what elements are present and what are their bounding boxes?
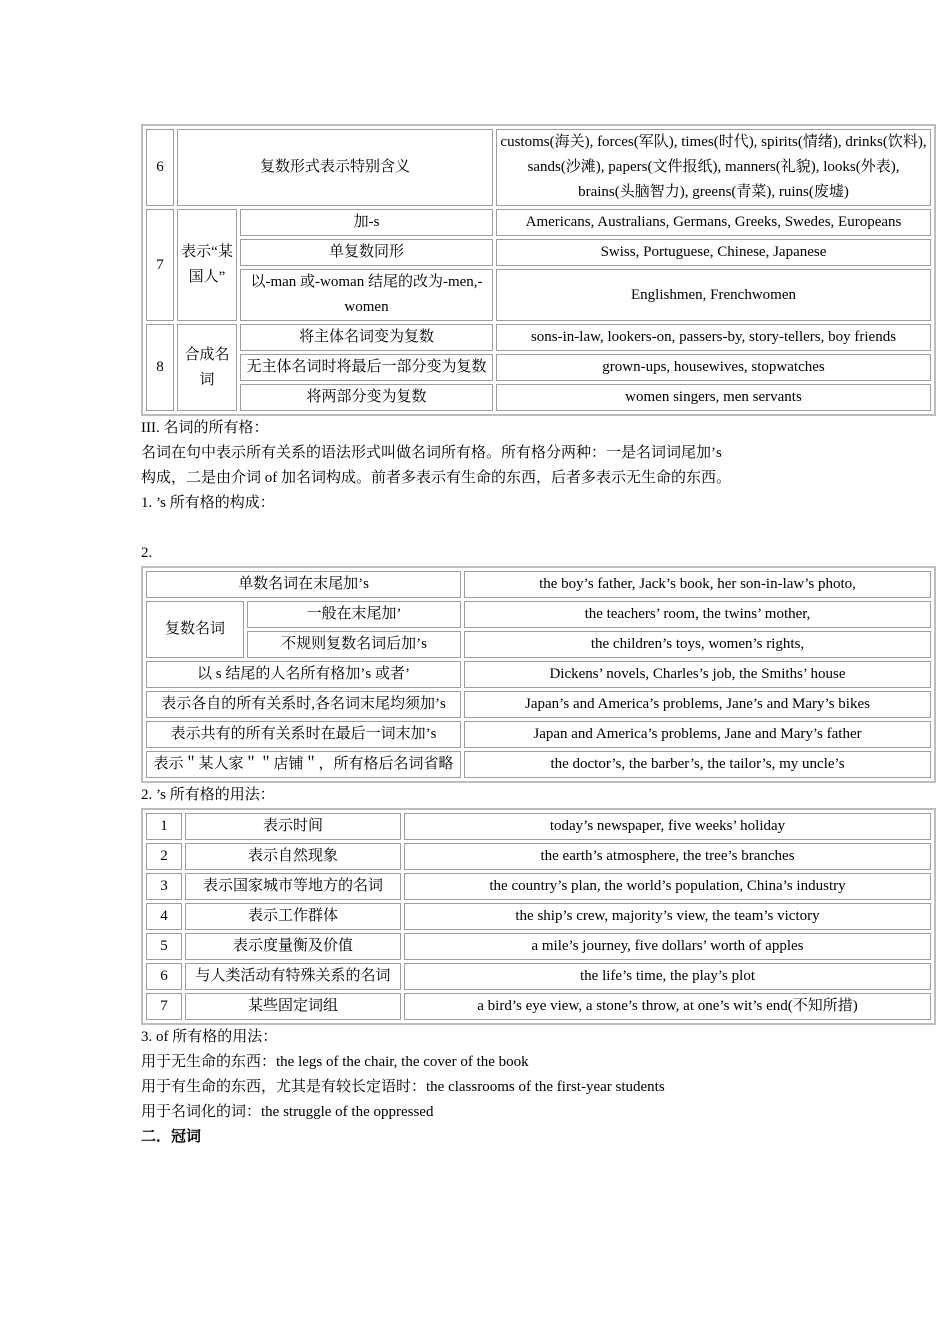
usage-cell: 与人类活动有特殊关系的名词 (185, 963, 401, 990)
example-cell: the boy’s father, Jack’s book, her son-in-law’s photo, (464, 571, 931, 598)
table-row (146, 129, 931, 206)
example-cell: the country’s plan, the world’s population, China’s industry (404, 873, 931, 900)
examples-cell: Americans, Australians, Germans, Greeks, Swedes, Europeans (496, 209, 931, 236)
plural-forms-table (141, 124, 936, 416)
example-cell: the children’s toys, women’s rights, (464, 631, 931, 658)
chapter-heading: 二．冠词 (141, 1129, 202, 1145)
table-row (146, 661, 931, 688)
category-cell: 复数形式表示特别含义 (177, 129, 493, 206)
table-row (146, 601, 931, 628)
table-row (146, 721, 931, 748)
rule-cell: 将两部分变为复数 (240, 384, 493, 411)
row-number: 2 (146, 843, 182, 870)
usage-cell: 表示自然现象 (185, 843, 401, 870)
table-row (146, 691, 931, 718)
examples-cell: sons-in-law, lookers-on, passers-by, story-tellers, boy friends (496, 324, 931, 351)
possessive-formation-table (141, 566, 936, 783)
row-number: 6 (146, 963, 182, 990)
usage-cell: 某些固定词组 (185, 993, 401, 1020)
example-cell: Japan’s and America’s problems, Jane’s and Mary’s bikes (464, 691, 931, 718)
example-cell: today’s newspaper, five weeks’ holiday (404, 813, 931, 840)
table-row (146, 571, 931, 598)
example-cell: a bird’s eye view, a stone’s throw, at one’s wit’s end(不知所措) (404, 993, 931, 1020)
table-row (146, 354, 931, 381)
rule-cell: 表示各自的所有关系时,各名词末尾均须加’s (146, 691, 461, 718)
table-row (146, 813, 931, 840)
example-cell: the teachers’ room, the twins’ mother, (464, 601, 931, 628)
examples-cell: Swiss, Portuguese, Chinese, Japanese (496, 239, 931, 266)
table-row (146, 631, 931, 658)
example-cell: the earth’s atmosphere, the tree’s branches (404, 843, 931, 870)
table-row (146, 873, 931, 900)
row-number: 7 (146, 209, 174, 321)
section-heading: III. 名词的所有格： (141, 420, 269, 436)
examples-cell: grown-ups, housewives, stopwatches (496, 354, 931, 381)
table-row (146, 963, 931, 990)
table-row (146, 209, 931, 236)
examples-cell: customs(海关), forces(军队), times(时代), spirits(情绪), drinks(饮料), sands(沙滩), papers(文件报纸), manners(礼貌), looks(外表), brains(头脑智力), greens(青菜), ruins(废墟) (496, 129, 931, 206)
table-row (146, 384, 931, 411)
example-cell: the doctor’s, the barber’s, the tailor’s, my uncle’s (464, 751, 931, 778)
rule-cell: 以 s 结尾的人名所有格加’s 或者’ (146, 661, 461, 688)
row-number: 4 (146, 903, 182, 930)
rule-cell: 表示共有的所有关系时在最后一词末加’s (146, 721, 461, 748)
example-cell: the life’s time, the play’s plot (404, 963, 931, 990)
row-number: 5 (146, 933, 182, 960)
section-heading: 2. ’s 所有格的用法： (141, 787, 275, 803)
usage-cell: 表示时间 (185, 813, 401, 840)
rule-cell: 表示＂某人家＂＂店铺＂，所有格后名词省略 (146, 751, 461, 778)
example-cell: Dickens’ novels, Charles’s job, the Smiths’ house (464, 661, 931, 688)
usage-cell: 表示度量衡及价值 (185, 933, 401, 960)
list-item: 2. (141, 545, 153, 561)
example-cell: the ship’s crew, majority’s view, the team’s victory (404, 903, 931, 930)
usage-line: 用于有生命的东西，尤其是有较长定语时：the classrooms of the first-year students (141, 1079, 665, 1095)
rule-cell: 不规则复数名词后加’s (247, 631, 461, 658)
rule-cell: 将主体名词变为复数 (240, 324, 493, 351)
row-number: 1 (146, 813, 182, 840)
examples-cell: Englishmen, Frenchwomen (496, 269, 931, 321)
table-row (146, 843, 931, 870)
usage-cell: 表示国家城市等地方的名词 (185, 873, 401, 900)
list-item: 1. ’s 所有格的构成： (141, 495, 275, 511)
table-row (146, 324, 931, 351)
table-row (146, 239, 931, 266)
row-number: 7 (146, 993, 182, 1020)
table-row (146, 751, 931, 778)
table-row (146, 269, 931, 321)
usage-cell: 表示工作群体 (185, 903, 401, 930)
rule-cell: 一般在末尾加’ (247, 601, 461, 628)
plural-noun-label: 复数名词 (146, 601, 244, 658)
table-row (146, 933, 931, 960)
row-number: 8 (146, 324, 174, 411)
intro-text: 构成，二是由介词 of 加名词构成。前者多表示有生命的东西，后者多表示无生命的东西。 (141, 470, 731, 486)
usage-line: 用于无生命的东西：the legs of the chair, the cover of the book (141, 1054, 529, 1070)
examples-cell: women singers, men servants (496, 384, 931, 411)
row-number: 3 (146, 873, 182, 900)
row-number: 6 (146, 129, 174, 206)
rule-cell: 单数名词在末尾加’s (146, 571, 461, 598)
example-cell: a mile’s journey, five dollars’ worth of apples (404, 933, 931, 960)
usage-line: 用于名词化的词：the struggle of the oppressed (141, 1104, 434, 1120)
rule-cell: 单复数同形 (240, 239, 493, 266)
table-row (146, 903, 931, 930)
possessive-usage-table (141, 808, 936, 1025)
rule-cell: 无主体名词时将最后一部分变为复数 (240, 354, 493, 381)
section-heading: 3. of 所有格的用法： (141, 1029, 278, 1045)
document-page (141, 124, 936, 1150)
rule-cell: 加-s (240, 209, 493, 236)
example-cell: Japan and America’s problems, Jane and Mary’s father (464, 721, 931, 748)
category-cell: 表示“某国人” (177, 209, 237, 321)
table-row (146, 993, 931, 1020)
rule-cell: 以-man 或-woman 结尾的改为-men,-women (240, 269, 493, 321)
category-cell: 合成名词 (177, 324, 237, 411)
intro-text: 名词在句中表示所有关系的语法形式叫做名词所有格。所有格分两种：一是名词词尾加’s (141, 445, 722, 461)
